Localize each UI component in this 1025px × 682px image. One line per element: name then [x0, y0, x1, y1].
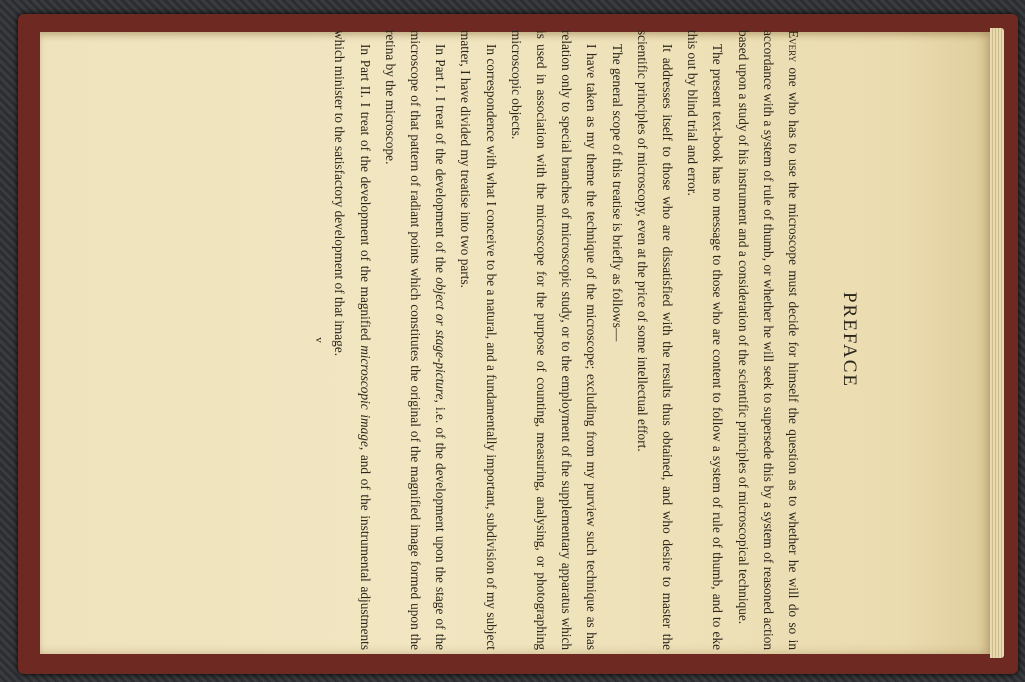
paragraph-7: [378, 30, 454, 650]
page-text-block: [260, 30, 860, 650]
paragraph-7-text-a: In Part I. I treat of the development of the: [433, 44, 449, 278]
paragraph-8-italic: microscopic image,: [357, 345, 373, 451]
paragraph-1: [730, 30, 806, 650]
paragraph-8: [327, 30, 377, 650]
paragraph-7-text-b: i.e. of the development upon the stage of the microscope of that pattern of radiant points which constitutes the original of the magnified image formed upon the retina by the microscope.: [382, 30, 449, 650]
paragraph-5: I have taken as my theme the technique of the microscope; excluding from my purview such technique as has relation only to special branches of microscopic study, or to the employment of the supplementary apparatus which is used in association with the microscope for the purpose of counting, measuring, analysing, or photographing microscopic objects.: [508, 30, 600, 650]
page-edges: [990, 28, 1004, 658]
paragraph-4: The general scope of this treatise is briefly as follows—: [609, 44, 625, 342]
page-title: PREFACE: [839, 291, 860, 388]
paragraph-3: It addresses itself to those who are dissatisfied with the results thus obtained, and who desire to master the scientific principles of microscopy, even at the price of some intellectual effort.: [634, 30, 675, 650]
paragraph-8-text-b: and of the instrumental adjustments which minister to the satisfactory development of that image.: [332, 30, 373, 650]
paragraph-7-italic: object or stage-picture,: [433, 277, 449, 403]
paragraph-1-lead-word: Every: [786, 30, 801, 63]
paragraph-1-text: one who has to use the microscope must decide for himself the question as to whether he will do so in accordance with a system of rule of thumb, or whether he will seek to supersede this by a system of reasoned action based upon a study of his instrument and a consideration of the scientific principles of microscopical technique.: [735, 30, 801, 650]
page-number: v: [313, 337, 326, 343]
paragraph-6: In correspondence with what I conceive to be a natural, and a fundamentally important, subdivision of my subject matter, I have divided my treatise into two parts.: [458, 30, 499, 650]
paragraph-2: The present text-book has no message to those who are content to follow a system of rule of thumb, and to eke this out by blind trial and error.: [685, 30, 726, 650]
paragraph-8-text-a: In Part II. I treat of the development of the magnified: [357, 44, 373, 346]
